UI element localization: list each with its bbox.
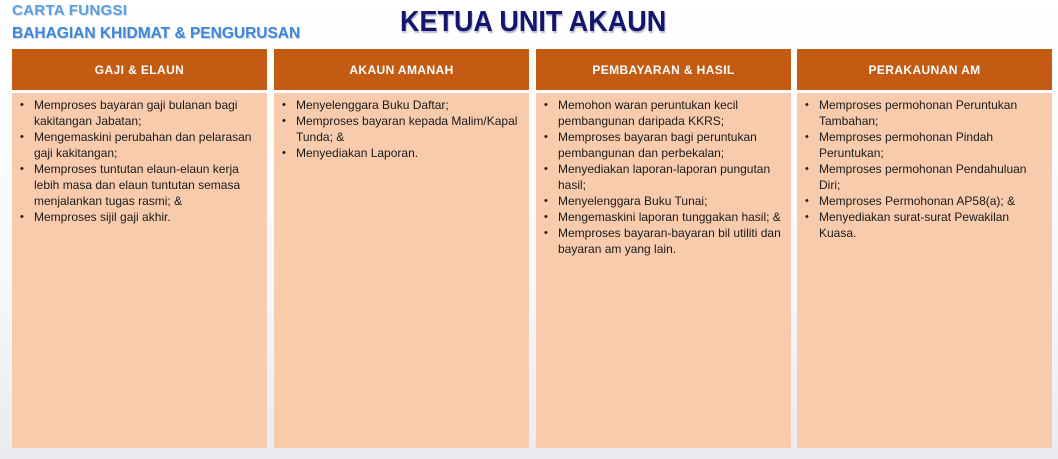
list-item: • Menyediakan Laporan. [278,145,525,161]
list-item: • Memproses bayaran kepada Malim/Kapal Tunda; & [278,113,525,145]
division-name: BAHAGIAN KHIDMAT & PENGURUSAN [12,25,301,42]
duty-list [540,97,787,257]
list-item: • Mengemaskini perubahan dan pelarasan gaji kakitangan; [16,129,263,161]
column-body [536,93,791,448]
list-item: • Memproses permohonan Pindah Peruntukan; [801,129,1048,161]
list-item: • Memproses bayaran-bayaran bil utiliti dan bayaran am yang lain. [540,225,787,257]
list-item: • Memohon waran peruntukan kecil pembangunan daripada KKRS; [540,97,787,129]
list-item: • Menyelenggara Buku Tunai; [540,193,787,209]
duty-list [278,97,525,161]
column-title: PERAKAUNAN AM [868,62,981,77]
list-item: • Memproses bayaran gaji bulanan bagi kakitangan Jabatan; [16,97,263,129]
duty-list [801,97,1048,241]
column-title: PEMBAYARAN & HASIL [592,62,735,77]
column-gaji-elaun [12,49,267,448]
column-perakaunan-am [797,49,1052,448]
list-item: • Menyelenggara Buku Daftar; [278,97,525,113]
page-title: KETUA UNIT AKAUN [400,6,667,38]
list-item: • Memproses Permohonan AP58(a); & [801,193,1048,209]
duty-list [16,97,263,225]
list-item: • Mengemaskini laporan tunggakan hasil; & [540,209,787,225]
column-title: GAJI & ELAUN [94,62,185,77]
list-item: • Menyediakan surat-surat Pewakilan Kuasa. [801,209,1048,241]
list-item: • Memproses tuntutan elaun-elaun kerja lebih masa dan elaun tuntutan semasa menjalankan tugas rasmi; & [16,161,263,209]
column-body [274,93,529,448]
column-header [274,49,529,90]
list-item: • Memproses sijil gaji akhir. [16,209,263,225]
column-title: AKAUN AMANAH [349,62,454,77]
chart-label: CARTA FUNGSI [12,2,128,19]
list-item: • Memproses permohonan Pendahuluan Diri; [801,161,1048,193]
column-body [797,93,1052,448]
list-item: • Memproses bayaran bagi peruntukan pembangunan dan perbekalan; [540,129,787,161]
column-akaun-amanah [274,49,529,448]
list-item: • Menyediakan laporan-laporan pungutan hasil; [540,161,787,193]
column-body [12,93,267,448]
column-pembayaran-hasil [536,49,791,448]
list-item: • Memproses permohonan Peruntukan Tambahan; [801,97,1048,129]
column-header [536,49,791,90]
column-header [12,49,267,90]
column-header [797,49,1052,90]
